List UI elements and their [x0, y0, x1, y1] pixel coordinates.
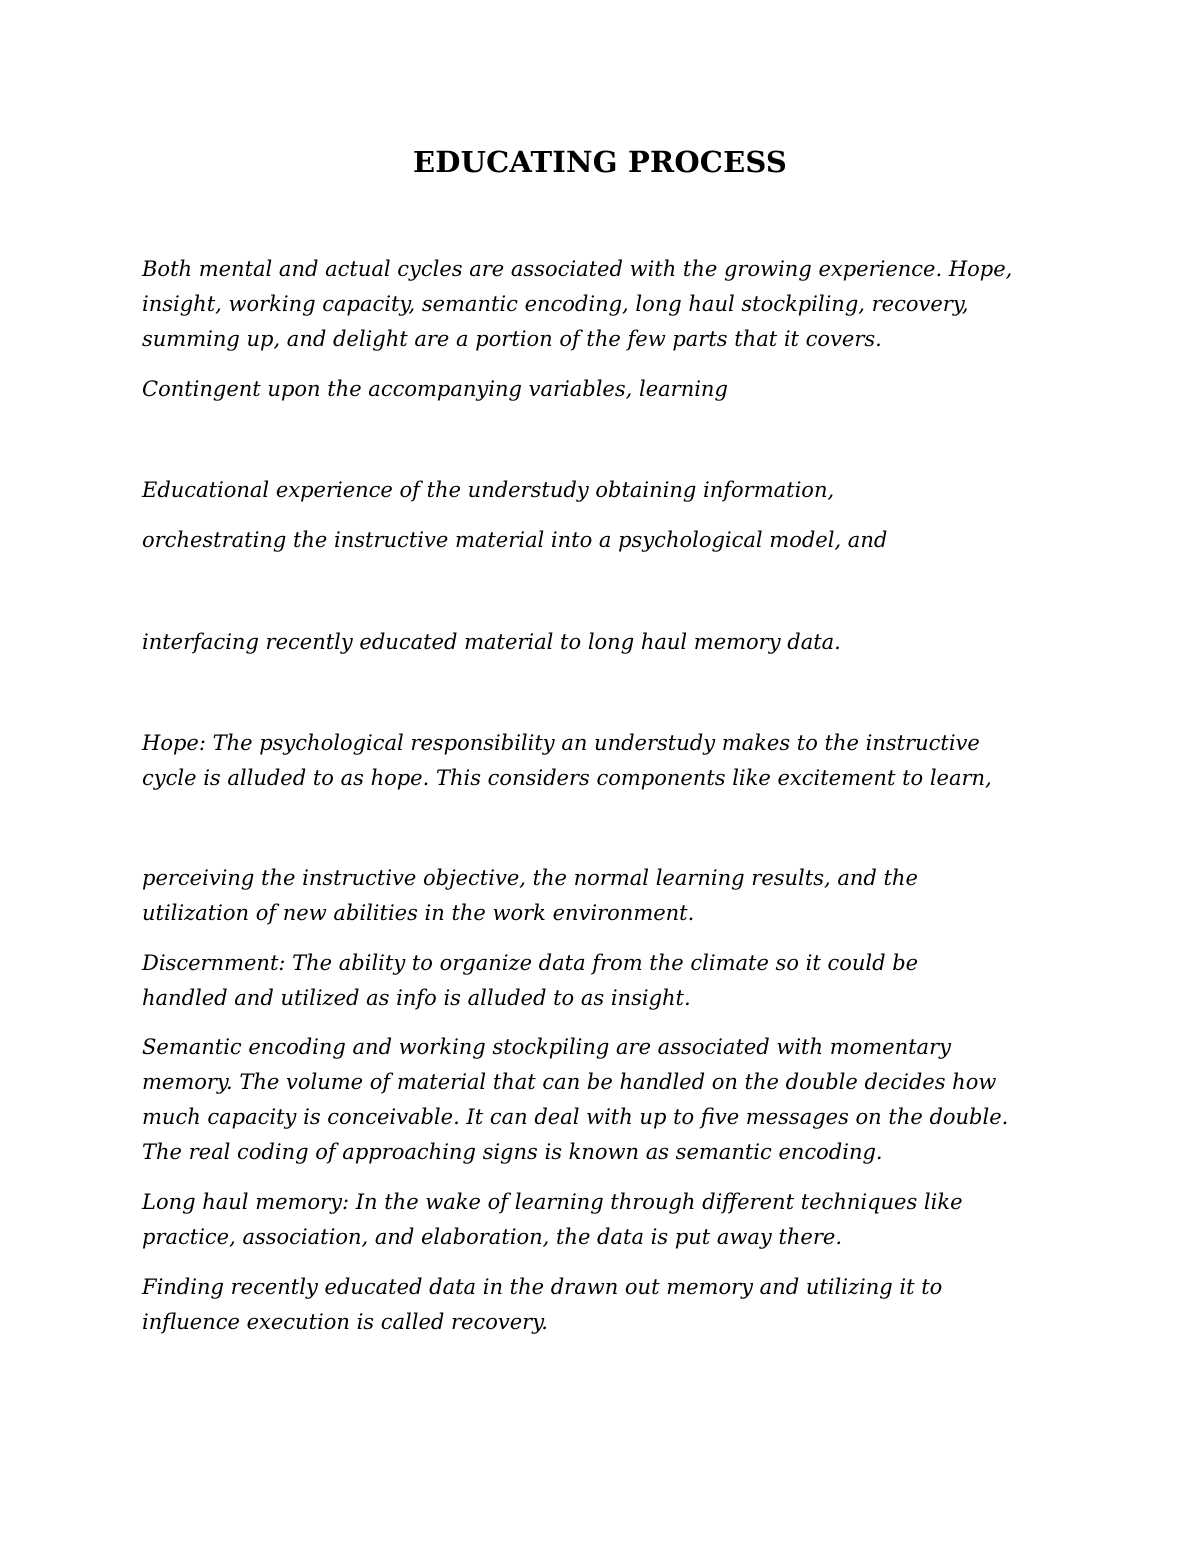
paragraph-line: memory. The volume of material that can be handled on the double decides how: [142, 1070, 997, 1094]
paragraph-line: influence execution is called recovery.: [142, 1310, 548, 1334]
paragraph-long-haul-memory: [142, 1185, 1082, 1255]
document-title: EDUCATING PROCESS: [412, 145, 788, 179]
paragraph-line: Finding recently educated data in the drawn out memory and utilizing it to: [142, 1275, 943, 1299]
paragraph-line: handled and utilized as info is alluded to as insight.: [142, 986, 691, 1010]
paragraph-line: The real coding of approaching signs is known as semantic encoding.: [142, 1140, 883, 1164]
paragraph-line: Semantic encoding and working stockpiling are associated with momentary: [142, 1035, 951, 1059]
paragraph-line: cycle is alluded to as hope. This considers components like excitement to learn,: [142, 766, 992, 790]
paragraph-line: Hope: The psychological responsibility an understudy makes to the instructive: [142, 731, 980, 755]
paragraph-perceiving: [142, 861, 1082, 931]
paragraph-line: practice, association, and elaboration, the data is put away there.: [142, 1225, 842, 1249]
paragraph-line: much capacity is conceivable. It can deal with up to five messages on the double.: [142, 1105, 1009, 1129]
paragraph-line: utilization of new abilities in the work environment.: [142, 901, 695, 925]
paragraph-orchestrating: [142, 523, 1082, 558]
paragraph-line: Discernment: The ability to organize data from the climate so it could be: [142, 951, 919, 975]
paragraph-line: Educational experience of the understudy obtaining information,: [142, 478, 835, 502]
paragraph-semantic-encoding: [142, 1030, 1082, 1170]
paragraph-hope: [142, 726, 1082, 796]
paragraph-line: interfacing recently educated material to long haul memory data.: [142, 630, 841, 654]
paragraph-line: Both mental and actual cycles are associated with the growing experience. Hope,: [142, 257, 1013, 281]
paragraph-recovery: [142, 1270, 1082, 1340]
paragraph-discernment: [142, 946, 1082, 1016]
paragraph-line: insight, working capacity, semantic encoding, long haul stockpiling, recovery,: [142, 292, 969, 316]
paragraph-educational-experience: [142, 473, 1082, 508]
paragraph-line: Contingent upon the accompanying variables, learning: [142, 377, 728, 401]
paragraph-line: summing up, and delight are a portion of the few parts that it covers.: [142, 327, 882, 351]
paragraph-line: perceiving the instructive objective, the normal learning results, and the: [142, 866, 918, 890]
paragraph-interfacing: [142, 625, 1082, 660]
paragraph-intro: [142, 252, 1082, 357]
paragraph-contingent: [142, 372, 1082, 407]
paragraph-line: orchestrating the instructive material into a psychological model, and: [142, 528, 888, 552]
paragraph-line: Long haul memory: In the wake of learning through different techniques like: [142, 1190, 963, 1214]
